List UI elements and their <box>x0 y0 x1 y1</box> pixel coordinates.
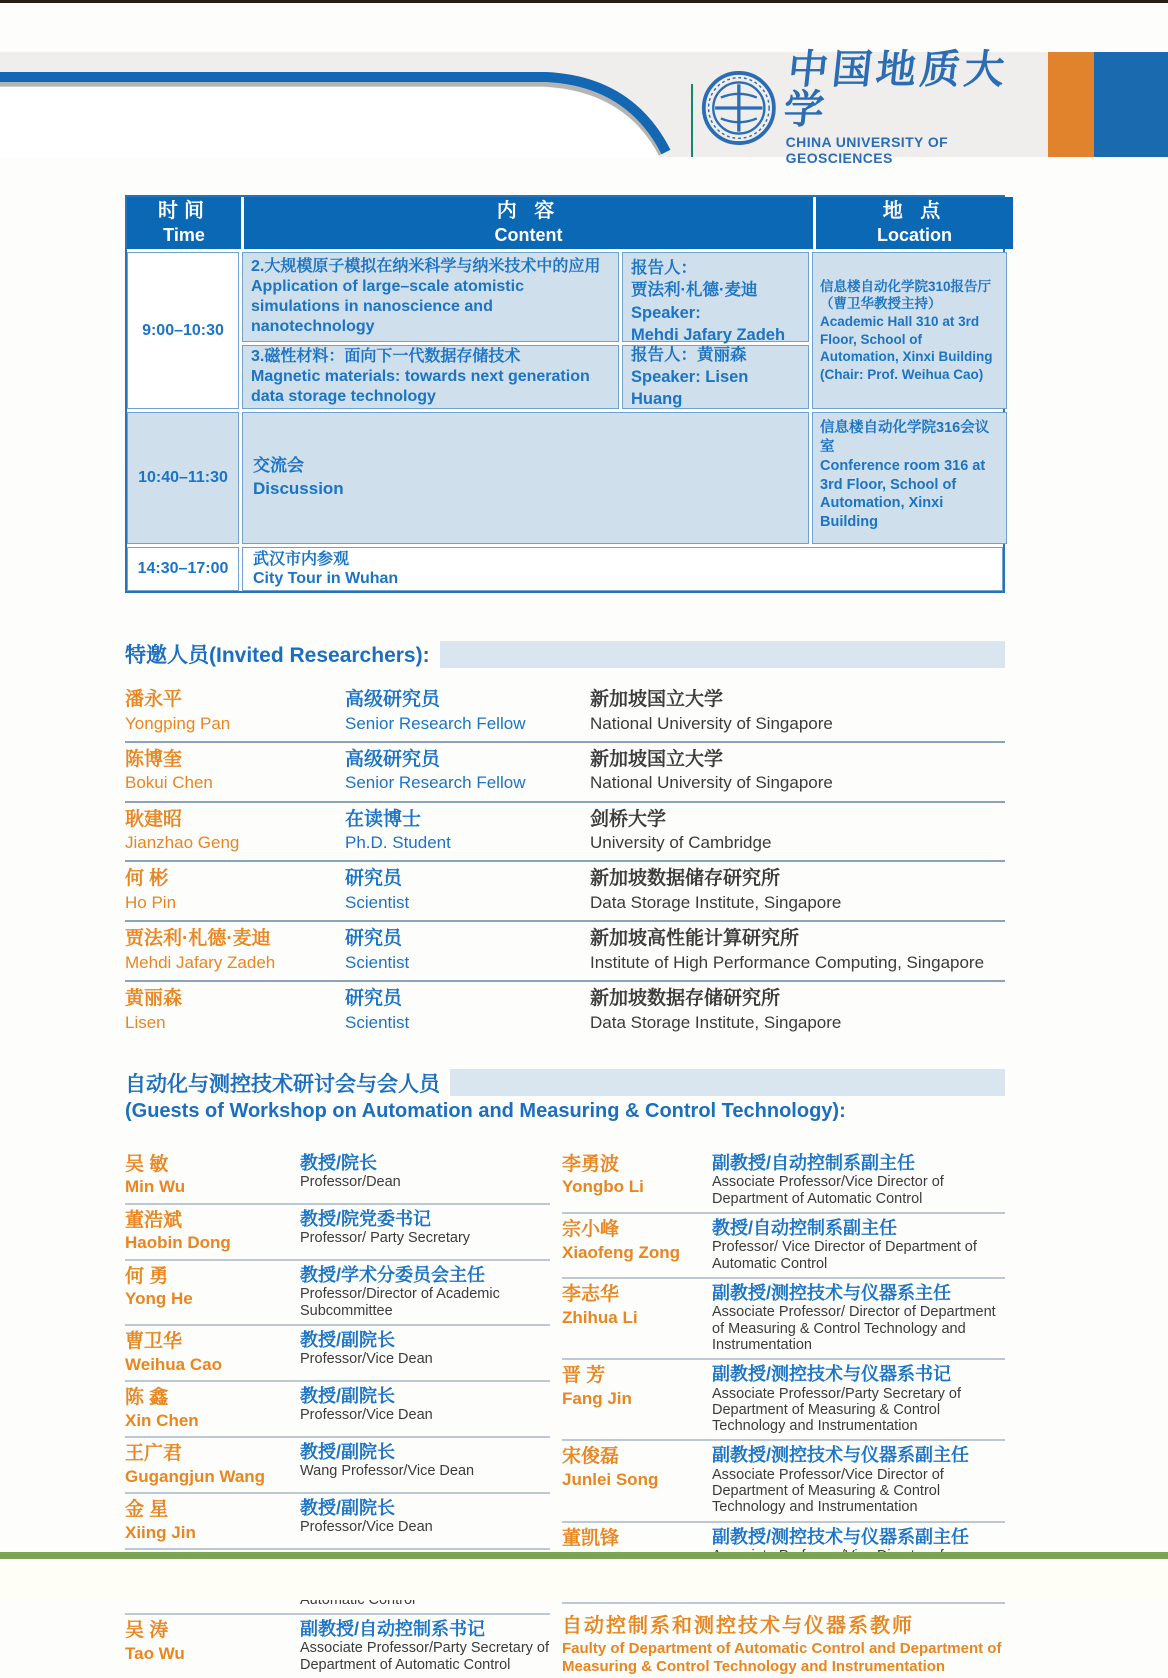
page-top-border <box>0 0 1168 3</box>
guest-entry: 吴 涛 Tao Wu 副教授/自动控制系书记 Associate Professor/Party Secretary of Department of Automatic Control <box>125 1618 550 1673</box>
section-title-bar <box>440 641 1005 668</box>
bottom-margin <box>0 1559 1168 1600</box>
guest-entry: 董凯锋 副教授/测控技术与仪器系副主任 <box>562 1523 1005 1604</box>
guest-entry: 宗小峰 Xiaofeng Zong 教授/自动控制系副主任 Professor/ Vice Director of Department of Automatic Control <box>562 1214 1005 1279</box>
university-logo <box>700 47 1045 166</box>
page-content <box>125 195 1005 1678</box>
guest-entry: 董浩斌 Haobin Dong 教授/院党委书记 Professor/ Party Secretary <box>125 1205 550 1261</box>
talk2-description: 2.大规模原子模拟在纳米科学与纳米技术中的应用 Application of large–scale atomistic simulations in nanoscience and nanotechnology <box>242 252 619 342</box>
discussion-cell: 交流会 Discussion <box>242 412 809 544</box>
bottom-green-rule <box>0 1552 1168 1559</box>
city-tour-cell: 武汉市内参观 City Tour in Wuhan <box>242 547 1003 591</box>
time-cell: 9:00–10:30 <box>127 252 239 409</box>
university-emblem-icon <box>700 67 778 149</box>
guest-entry: 李勇波 Yongbo Li 副教授/自动控制系副主任 Associate Professor/Vice Director of Department of Automatic Control <box>562 1149 1005 1214</box>
guest-entry: 宋俊磊 Junlei Song 副教授/测控技术与仪器系副主任 Associate Professor/Vice Director of Department of Measuring & Control Technology and Instrumentation <box>562 1441 1005 1522</box>
talk2-speaker: 报告人： 贾法利·札德·麦迪 Speaker: Mehdi Jafary Zadeh <box>622 252 809 342</box>
guest-entry: 曹卫华 Weihua Cao 教授/副院长 Professor/Vice Dean <box>125 1326 550 1382</box>
faculty-note: 自动控制系和测控技术与仪器系教师 Faulty of Department of Automatic Control and Department of Measuring & Control Technology and Instrumentation <box>562 1615 1002 1675</box>
corner-orange-block <box>1048 52 1094 157</box>
green-divider-line <box>691 84 693 157</box>
talk3-description: 3.磁性材料：面向下一代数据存储技术 Magnetic materials: towards next generation data storage technology <box>242 345 619 409</box>
guest-entry: 金 星 Xiing Jin 教授/副院长 Professor/Vice Dean <box>125 1494 550 1550</box>
guest-entry: 陈 鑫 Xin Chen 教授/副院长 Professor/Vice Dean <box>125 1382 550 1438</box>
guest-entry: 晋 芳 Fang Jin 副教授/测控技术与仪器系书记 Associate Professor/Party Secretary of Department of Measuring & Control Technology and Instrumentation <box>562 1360 1005 1441</box>
guest-entry: 李志华 Zhihua Li 副教授/测控技术与仪器系主任 Associate Professor/ Director of Department of Measuring & Control Technology and Instrumentation <box>562 1279 1005 1360</box>
researcher-row: 潘永平 Yongping Pan 高级研究员 Senior Research Fellow 新加坡国立大学 National University of Singapore <box>125 683 1005 743</box>
col-header-location: 地 点 Location <box>816 197 1013 249</box>
schedule-row-tour <box>127 547 1003 591</box>
section-title-bar <box>450 1069 1005 1096</box>
researcher-row: 陈博奎 Bokui Chen 高级研究员 Senior Research Fellow 新加坡国立大学 National University of Singapore <box>125 743 1005 803</box>
time-cell: 14:30–17:00 <box>127 547 239 591</box>
invited-researchers-list <box>125 683 1005 1040</box>
location-cell-316: 信息楼自动化学院316会议室 Conference room 316 at 3rd Floor, School of Automation, Xinxi Building <box>812 412 1007 544</box>
workshop-section-subtitle: (Guests of Workshop on Automation and Measuring & Control Technology): <box>125 1099 846 1122</box>
researcher-row: 黄丽森 Lisen 研究员 Scientist 新加坡数据存储研究所 Data Storage Institute, Singapore <box>125 987 842 1032</box>
researcher-row: 何 彬 Ho Pin 研究员 Scientist 新加坡数据储存研究所 Data Storage Institute, Singapore <box>125 862 1005 922</box>
logo-chinese-name: 中国地质大学 <box>781 47 1011 132</box>
talk3-speaker: 报告人：黄丽森 Speaker: Lisen Huang <box>622 345 809 409</box>
corner-blue-block <box>1094 52 1168 157</box>
schedule-header-row <box>127 197 1003 249</box>
guest-entry: 吴 敏 Min Wu 教授/院长 Professor/Dean <box>125 1149 550 1205</box>
col-header-time: 时间 Time <box>127 197 241 249</box>
researcher-row: 耿建昭 Jianzhao Geng 在读博士 Ph.D. Student 剑桥大学 University of Cambridge <box>125 803 1005 863</box>
schedule-row-discussion <box>127 412 1003 544</box>
researcher-row: 贾法利·札德·麦迪 Mehdi Jafary Zadeh 研究员 Scientist 新加坡高性能计算研究所 Institute of High Performance Computing, Singapore <box>125 922 1005 982</box>
time-cell: 10:40–11:30 <box>127 412 239 544</box>
guest-entry: 何 勇 Yong He 教授/学术分委员会主任 Professor/Director of Academic Subcommittee <box>125 1261 550 1326</box>
invited-section-title: 特邀人员(Invited Researchers): <box>125 639 1005 669</box>
schedule-table <box>125 195 1005 593</box>
col-header-content: 内 容 Content <box>244 197 813 249</box>
workshop-section-title: 自动化与测控技术研讨会与会人员 <box>125 1068 1005 1098</box>
guest-entry: 王广君 Gugangjun Wang 教授/副院长 Wang Professor/Vice Dean <box>125 1438 550 1494</box>
logo-english-name: CHINA UNIVERSITY OF GEOSCIENCES <box>785 133 949 166</box>
schedule-row-morning <box>127 252 1003 409</box>
location-cell-310: 信息楼自动化学院310报告厅 （曹卫华教授主持） Academic Hall 310 at 3rd Floor, School of Automation, Xinxi Building (Chair: Prof. Weihua Cao) <box>812 252 1007 409</box>
